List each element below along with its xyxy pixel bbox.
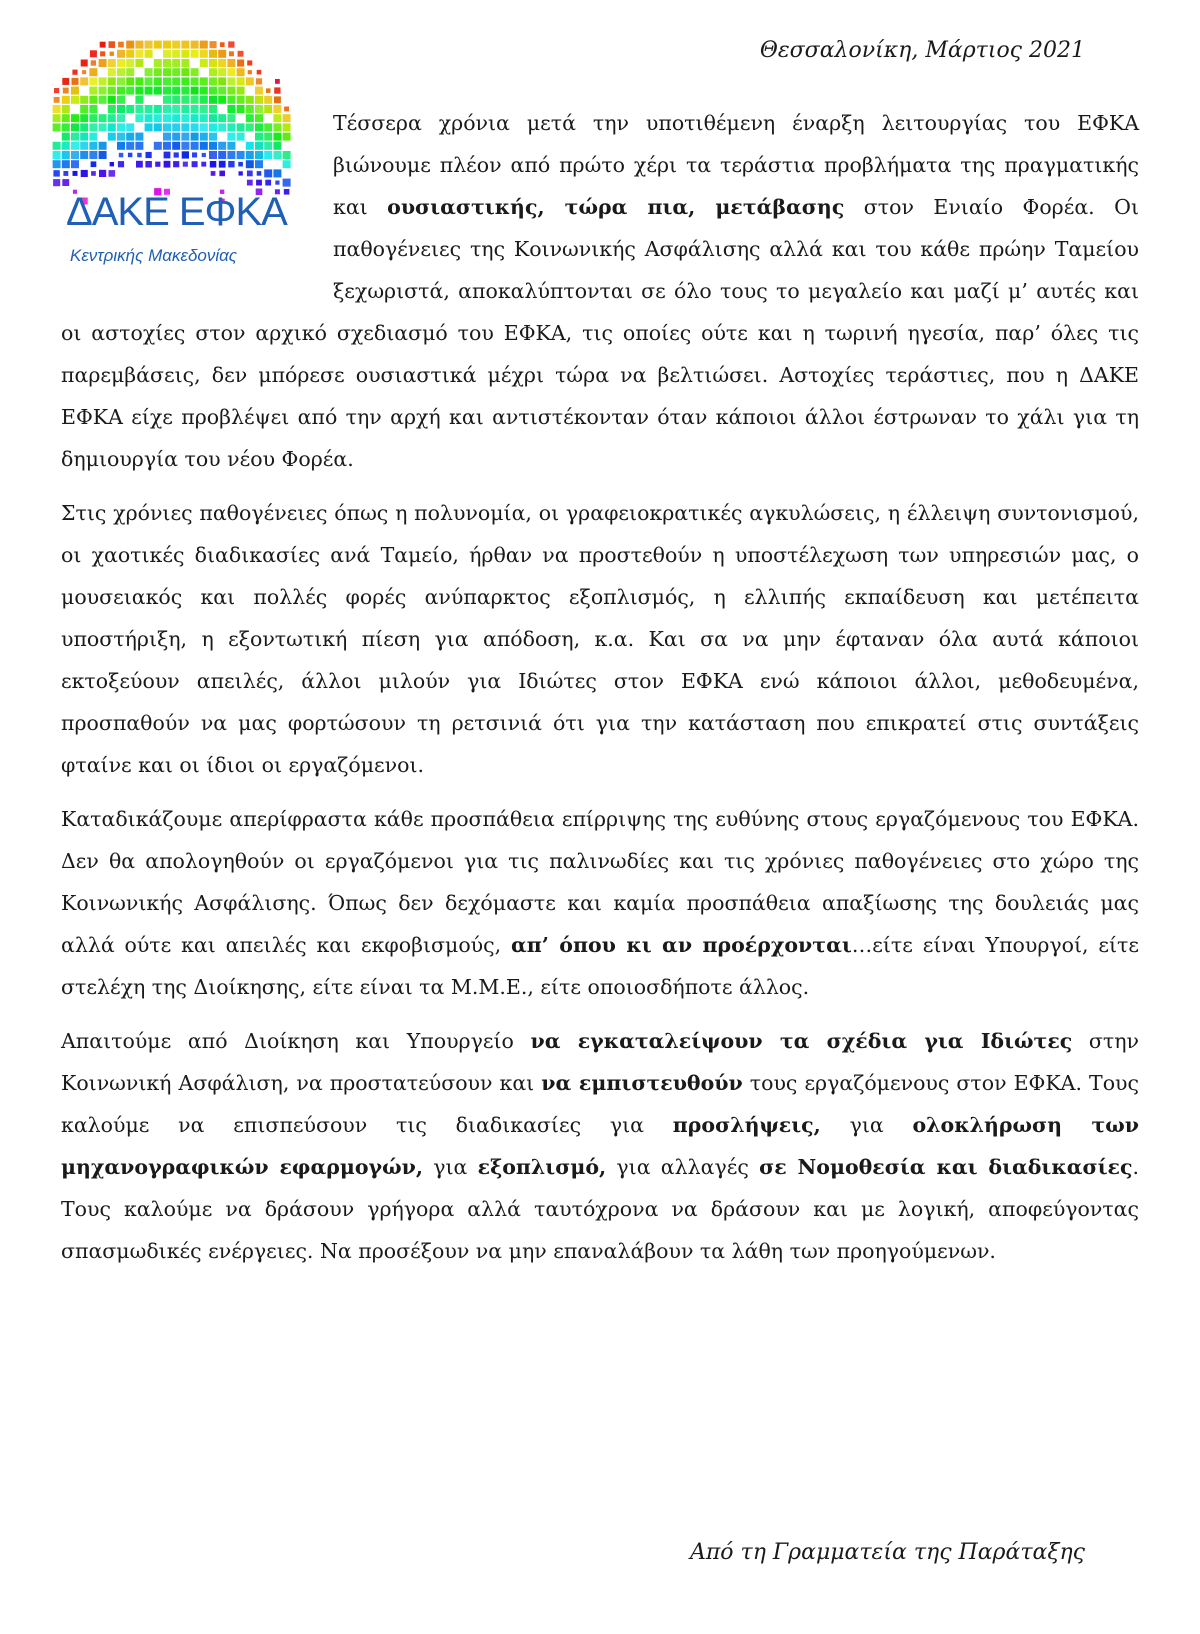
logo-mosaic-tile xyxy=(227,77,235,85)
logo-mosaic-tile xyxy=(145,50,153,58)
logo-mosaic-tile xyxy=(117,87,125,95)
logo-mosaic-tile xyxy=(53,160,61,168)
text-run: …είτε είναι Υπουργοί, είτε στελέχη της Διοίκησης, είτε είναι τα Μ.Μ.Ε., είτε οποιοσδήποτε άλλος. xyxy=(61,933,1139,999)
logo-mosaic-tile xyxy=(154,41,162,49)
logo-mosaic-tile xyxy=(163,50,171,58)
logo-mosaic-tile xyxy=(227,68,235,76)
logo-mosaic-tile xyxy=(191,41,199,49)
logo-subtitle: Κεντρικής Μακεδονίας xyxy=(70,246,238,265)
dateline: Θεσσαλονίκη, Μάρτιος 2021 xyxy=(759,38,1085,63)
logo-mosaic-tile xyxy=(126,41,134,49)
logo-mosaic-tile xyxy=(72,78,79,85)
logo-mosaic-tile xyxy=(228,41,234,47)
text-run: για αλλαγές xyxy=(606,1155,760,1179)
logo-mosaic-tile xyxy=(210,41,217,48)
logo-mosaic-tile xyxy=(209,50,217,58)
logo-mosaic-tile xyxy=(110,52,114,56)
bold-text-run: σε Νομοθεσία και διαδικασίες xyxy=(759,1155,1133,1179)
logo-mosaic-tile xyxy=(53,170,59,176)
logo-mosaic-tile xyxy=(274,87,280,93)
logo-mosaic-tile xyxy=(81,60,88,67)
logo-mosaic-tile xyxy=(135,59,143,67)
paragraph xyxy=(61,492,1139,786)
logo-mosaic-tile xyxy=(108,59,116,67)
logo-mosaic-tile xyxy=(247,60,252,65)
logo-mosaic-tile xyxy=(209,59,217,67)
logo-mosaic-tile xyxy=(99,87,107,95)
logo-mosaic-tile xyxy=(53,114,61,122)
logo-mosaic-tile xyxy=(209,77,217,85)
logo-mosaic-tile xyxy=(275,79,280,84)
logo-mosaic-tile xyxy=(90,50,97,57)
logo-mosaic-tile xyxy=(200,50,208,58)
logo-mosaic-tile xyxy=(257,70,262,75)
logo-mosaic-tile xyxy=(218,59,226,67)
logo-mosaic-tile xyxy=(218,87,226,95)
text-run: για xyxy=(820,1113,913,1137)
logo-mosaic-tile xyxy=(126,68,134,76)
text-run: στον Ενιαίο Φορέα. Οι παθογένειες της Κοινωνικής Ασφάλισης αλλά και του κάθε πρώην Ταμείου ξεχωριστά, αποκαλύπτονται σε όλο τους το μεγαλείο και μαζί μ’ αυτές και οι αστοχίες στον αρχικό σχεδιασμό του ΕΦΚΑ, τις οποίες ούτε και η τωρινή ηγεσία, παρ’ όλες τις παρεμβάσεις, δεν μπόρεσε ουσιαστικά μέχρι τώρα να βελτιώσει. Αστοχίες τεράστιες, που η ΔΑΚΕ ΕΦΚΑ είχε προβλέψει από την αρχή και αντιστέκονταν όταν κάποιοι άλλοι έστρωναν το χάλι για τη δημιουργία του νέου Φορέα. xyxy=(61,195,1139,471)
text-run: Καταδικάζουμε απερίφραστα κάθε προσπάθεια επίρριψης της ευθύνης στους εργαζόμενους του ΕΦΚΑ. Δεν θα απολογηθούν οι εργαζόμενοι για τις παλινωδίες και τις χρόνιες παθογένειες στο χώρο της Κοινωνικής Ασφάλισης. Όπως δεν δεχόμαστε και καμία προσπάθεια απαξίωσης της δουλειάς μας αλλά ούτε και απειλές και εκφοβισμούς, xyxy=(61,807,1139,957)
logo-mosaic-tile xyxy=(220,42,225,47)
logo-mosaic-tile xyxy=(82,70,86,74)
logo-mosaic-tile xyxy=(256,78,262,84)
logo-mosaic-tile xyxy=(238,51,244,57)
logo-mosaic-tile xyxy=(118,42,124,48)
text-run: για xyxy=(422,1155,478,1179)
logo-mosaic-tile xyxy=(89,68,97,76)
logo-mosaic-tile xyxy=(237,77,245,85)
bold-text-run: προσλήψεις, xyxy=(672,1113,821,1137)
logo-mosaic-tile xyxy=(154,59,162,67)
logo-mosaic-tile xyxy=(181,41,189,49)
logo-mosaic-tile xyxy=(181,77,189,85)
letter-body xyxy=(61,102,1139,1272)
logo-mosaic-tile xyxy=(91,60,96,65)
logo-mosaic-tile xyxy=(53,142,61,150)
logo-mosaic-tile xyxy=(53,151,61,159)
logo-mosaic-tile xyxy=(145,41,153,49)
logo-mosaic-tile xyxy=(126,50,134,58)
logo-mosaic-tile xyxy=(227,87,235,95)
paragraph xyxy=(61,1020,1139,1272)
paragraph xyxy=(61,798,1139,1008)
logo-mosaic-tile xyxy=(163,59,171,67)
logo-mosaic-tile xyxy=(154,87,162,95)
logo-mosaic-tile xyxy=(108,87,116,95)
logo-mosaic-tile xyxy=(209,87,217,95)
logo-mosaic-tile xyxy=(266,88,271,93)
logo-mosaic-tile xyxy=(191,68,199,76)
logo-mosaic-tile xyxy=(135,87,143,95)
logo-mosaic-tile xyxy=(62,78,69,85)
logo-mosaic-tile xyxy=(172,68,180,76)
logo-mosaic-tile xyxy=(126,87,134,95)
logo-mosaic-tile xyxy=(117,68,125,76)
logo-wrap-spacer xyxy=(61,102,333,307)
logo-mosaic-tile xyxy=(135,77,143,85)
logo-mosaic-tile xyxy=(117,77,125,85)
logo-mosaic-tile xyxy=(54,97,60,103)
logo-mosaic-tile xyxy=(218,77,226,85)
logo-mosaic-tile xyxy=(54,88,59,93)
logo-mosaic-tile xyxy=(154,68,162,76)
logo-mosaic-tile xyxy=(200,77,208,85)
logo-mosaic-tile xyxy=(237,87,245,95)
logo-mosaic-tile xyxy=(126,59,134,67)
logo-mosaic-tile xyxy=(163,77,171,85)
logo-mosaic-tile xyxy=(108,77,116,85)
logo-mosaic-tile xyxy=(181,87,189,95)
bold-text-run: να εγκαταλείψουν τα σχέδια για Ιδιώτες xyxy=(530,1029,1073,1053)
logo-mosaic-tile xyxy=(108,68,116,76)
logo-mosaic-tile xyxy=(218,50,226,58)
logo-mosaic-tile xyxy=(145,87,153,95)
logo-mosaic-tile xyxy=(172,41,180,49)
logo-mosaic-tile xyxy=(209,68,217,76)
logo-mosaic-tile xyxy=(163,41,171,49)
logo-mosaic-tile xyxy=(237,68,245,76)
logo-mosaic-tile xyxy=(172,59,180,67)
bold-text-run: να εμπιστευθούν xyxy=(541,1071,743,1095)
logo-mosaic-tile xyxy=(191,50,199,58)
logo-mosaic-tile xyxy=(145,68,153,76)
logo-mosaic-tile xyxy=(145,77,153,85)
text-run: Τέσσερα χρόνια μετά την υποτιθέμενη έναρξη λειτουργίας του ΕΦΚΑ βιώνουμε πλέον από πρώτο χέρι τα τεράστια προβλήματα της πραγματικής και xyxy=(333,111,1139,219)
logo-mosaic-tile xyxy=(135,41,143,49)
logo-mosaic-tile xyxy=(71,87,79,95)
logo-mosaic-tile xyxy=(154,77,162,85)
logo-mosaic-tile xyxy=(53,179,60,186)
logo-mosaic-tile xyxy=(200,59,208,67)
logo-mosaic-tile xyxy=(181,50,189,58)
logo-mosaic-tile xyxy=(72,70,77,75)
text-run: Απαιτούμε από Διοίκηση και Υπουργείο xyxy=(61,1029,531,1053)
logo-mosaic-tile xyxy=(172,87,180,95)
logo-mosaic-tile xyxy=(248,70,252,74)
logo-mosaic-tile xyxy=(237,60,244,67)
logo-mosaic-tile xyxy=(117,59,125,67)
logo-mosaic-tile xyxy=(126,77,134,85)
logo-mosaic-tile xyxy=(229,51,234,56)
text-run: . Τους καλούμε να δράσουν γρήγορα αλλά ταυτόχρονα να δράσουν και με λογική, αποφεύγοντας σπασμωδικές ενέργειες. Να προσέξουν να μην επαναλάβουν τα λάθη των προηγούμενων. xyxy=(61,1155,1140,1263)
logo-mosaic-tile xyxy=(200,41,208,49)
logo-mosaic-tile xyxy=(89,87,97,95)
text-run: Στις χρόνιες παθογένειες όπως η πολυνομία, οι γραφειοκρατικές αγκυλώσεις, η έλλειψη συντονισμού, οι χαοτικές διαδικασίες ανά Ταμείο, ήρθαν να προστεθούν η υποστέλεχωση των υπηρεσιών μας, ο μουσειακός και πολλές φορές ανύπαρκτος εξοπλισμός, η ελλιπής εκπαίδευση και μετέπειτα υποστήριξη, η εξοντωτική πίεση για απόδοση, κ.α. Και σα να μην έφταναν όλα αυτά κάποιοι εκτοξεύουν απειλές, άλλοι μιλούν για Ιδιώτες στον ΕΦΚΑ ενώ κάποιοι άλλοι, μεθοδευμένα, προσπαθούν να μας φορτώσουν τη ρετσινιά ότι για την κατάσταση που επικρατεί στις συντάξεις φταίνε και οι ίδιοι οι εργαζόμενοι. xyxy=(61,501,1139,777)
logo-mosaic-tile xyxy=(99,59,107,67)
logo-mosaic-tile xyxy=(117,50,125,58)
logo-mosaic-tile xyxy=(109,41,116,48)
bold-text-run: ουσιαστικής, τώρα πια, μετάβασης xyxy=(387,195,845,219)
logo-mosaic-tile xyxy=(218,68,226,76)
bold-text-run: ολοκλήρωση των μηχανογραφικών εφαρμογών, xyxy=(61,1113,1139,1179)
logo-mosaic-tile xyxy=(246,77,254,85)
logo-mosaic-tile xyxy=(172,77,180,85)
logo-mosaic-tile xyxy=(135,50,143,58)
logo-mosaic-tile xyxy=(53,105,61,113)
logo-mosaic-tile xyxy=(63,88,69,94)
bold-text-run: εξοπλισμό, xyxy=(477,1155,607,1179)
logo-mosaic-tile xyxy=(99,77,107,85)
logo-mosaic-tile xyxy=(191,77,199,85)
logo-mosaic-tile xyxy=(255,87,263,95)
text-run: τους εργαζόμενους στον ΕΦΚΑ. Τους καλούμε να επισπεύσουν τις διαδικασίες για xyxy=(61,1071,1139,1137)
logo-mosaic-tile xyxy=(80,77,88,85)
signature: Από τη Γραμματεία της Παράταξης xyxy=(689,1540,1085,1565)
logo-mosaic-tile xyxy=(227,59,235,67)
logo-mosaic-tile xyxy=(53,123,61,131)
logo-mosaic-tile xyxy=(163,87,171,95)
logo-mosaic-tile xyxy=(100,51,105,56)
logo-mosaic-tile xyxy=(172,50,180,58)
logo-mosaic-tile xyxy=(181,59,189,67)
logo-mosaic-tile xyxy=(163,68,171,76)
logo-mosaic-tile xyxy=(191,87,199,95)
logo-title: ΔΑΚΕ ΕΦΚΑ xyxy=(66,190,287,234)
logo-mosaic-tile xyxy=(100,42,106,48)
bold-text-run: απ’ όπου κι αν προέρχονται xyxy=(510,933,852,957)
logo-mosaic-tile xyxy=(200,87,208,95)
logo-mosaic-tile xyxy=(181,68,189,76)
logo-mosaic-tile xyxy=(89,77,97,85)
text-run: στην Κοινωνική Ασφάλιση, να προστατεύσουν και xyxy=(61,1029,1139,1095)
